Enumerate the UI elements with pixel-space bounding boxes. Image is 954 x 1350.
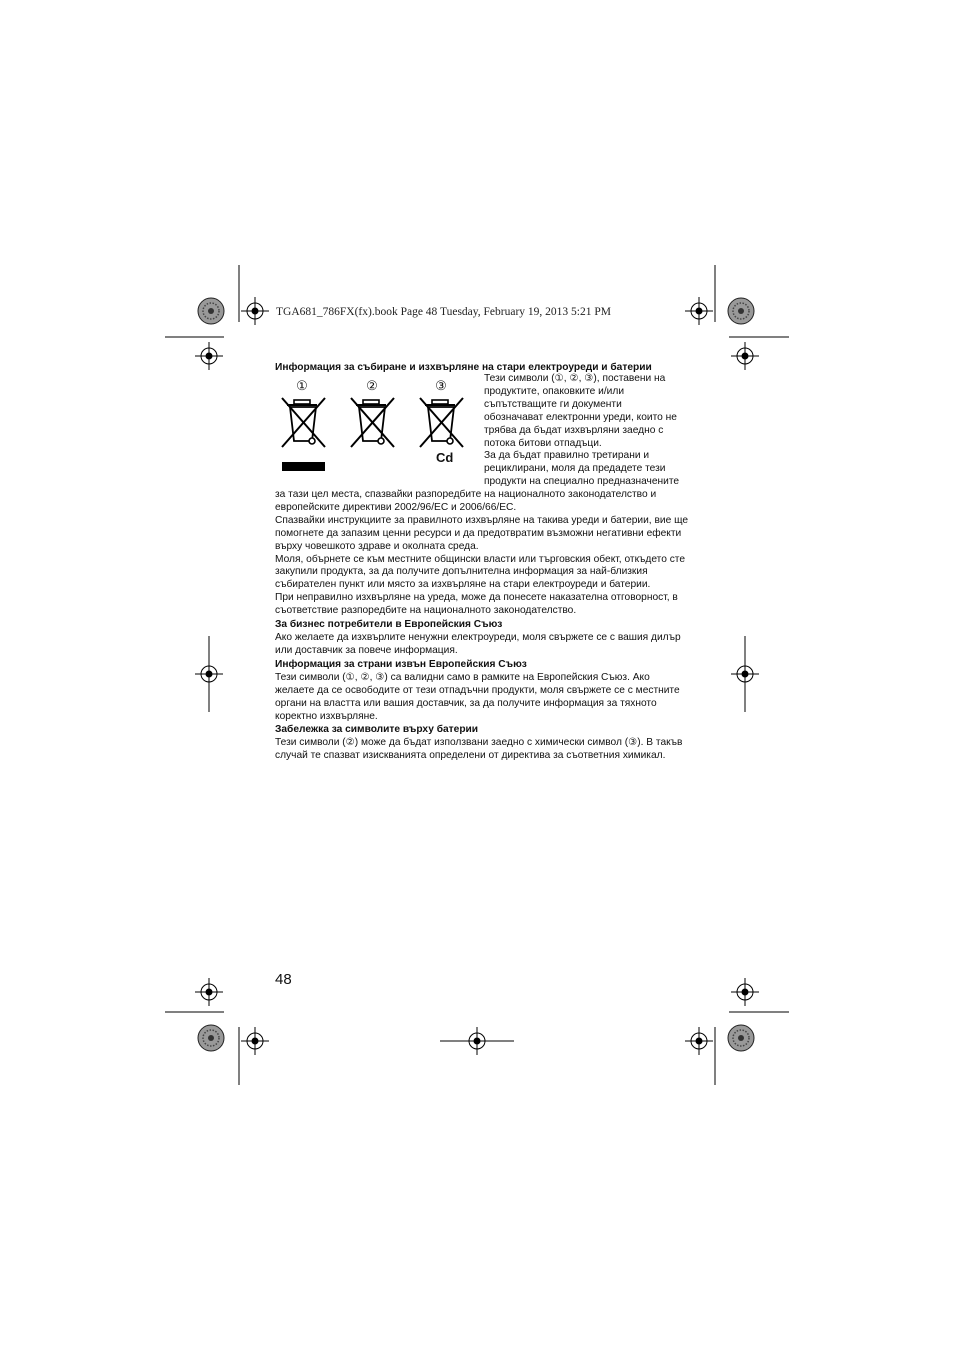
body-line: събирателен пункт или място за изхвърляне на стари електроуреди и батерии. xyxy=(275,579,651,591)
page-number: 48 xyxy=(275,971,292,988)
crossed-out-wheelie-bin-with-bar-icon xyxy=(277,397,331,473)
business-section xyxy=(275,619,685,658)
business-heading: За бизнес потребители в Европейския Съюз xyxy=(275,619,503,630)
side-line: За да бъдат правилно третирани и xyxy=(484,450,650,462)
outside-eu-heading: Информация за страни извън Европейския Съюз xyxy=(275,659,527,670)
body-line: случай те спазват изискванията определени от директива за съответния химикал. xyxy=(275,749,666,761)
side-line: рециклирани, моля да предадете тези xyxy=(484,463,666,475)
body-line: органи на властта или вашия доставчик, за да получите информация за тяхното xyxy=(275,697,657,709)
chemical-symbol-cd: Cd xyxy=(436,450,454,465)
body-line: Тези символи (②) може да бъдат използвани заедно с химически символ (③). В такъв xyxy=(275,736,683,748)
side-line: Тези символи (①, ②, ③), поставени на xyxy=(484,373,666,384)
body-line: коректно изхвърляне. xyxy=(275,710,378,722)
body-line: върху човешкото здраве и околната среда. xyxy=(275,540,479,552)
crossed-out-wheelie-bin-icon xyxy=(346,397,400,453)
body-line: Тези символи (①, ②, ③) са валидни само в рамките на Европейския Съюз. Ако xyxy=(275,671,650,683)
body-line: Моля, обърнете се към местните общински власти или търговския обект, откъдето сте xyxy=(275,553,686,565)
body-line: закупили продукта, за да получите допълнителна информация за най-близкия xyxy=(275,566,648,578)
section-title: Информация за събиране и изхвърляне на стари електроуреди и батерии xyxy=(275,362,652,373)
body-line: помогнете да запазим ценни ресурси и да предотвратим възможни негативни ефекти xyxy=(275,527,682,539)
outside-eu-section xyxy=(275,659,685,724)
body-line: При неправилно изхвърляне на уреда, може да понесете наказателна отговорност, в xyxy=(275,592,678,604)
body-line: за тази цел места, спазвайки разпоредбите на националното законодателство и xyxy=(275,489,657,500)
symbol-number-1: ① xyxy=(296,378,308,393)
side-line: съпътстващите ги документи xyxy=(484,398,622,410)
symbol-number-3: ③ xyxy=(435,378,447,393)
body-line: Ако желаете да изхвърлите ненужни електроуреди, моля свържете се с вашия дилър xyxy=(275,631,681,643)
body-line: Спазвайки инструкциите за правилното изхвърляне на такива уреди и батерии, вие ще xyxy=(275,514,688,526)
body-line: съответствие разпоредбите на националното законодателство. xyxy=(275,605,577,617)
side-line: обозначават електронни уреди, които не xyxy=(484,411,677,423)
body-line: желаете да се освободите от тези отпадъчни продукти, моля свържете се с местните xyxy=(275,684,680,696)
battery-note-section xyxy=(275,724,685,763)
symbol-number-2: ② xyxy=(366,378,378,393)
side-line: потока битови отпадъци. xyxy=(484,437,602,449)
body-line: европейските директиви 2002/96/ЕС и 2006/66/ЕС. xyxy=(275,501,517,513)
battery-note-heading: Забележка за символите върху батерии xyxy=(275,724,479,735)
side-paragraph xyxy=(484,373,684,489)
side-line: трябва да бъдат изхвърляни заедно с xyxy=(484,424,664,436)
side-line: продуктите, опаковките и/или xyxy=(484,385,625,397)
body-line: или доставчик за повече информация. xyxy=(275,644,458,656)
book-header-line: TGA681_786FX(fx).book Page 48 Tuesday, February 19, 2013 5:21 PM xyxy=(276,306,611,318)
side-line: продукти на специално предназначените xyxy=(484,476,680,488)
crossed-out-wheelie-bin-cd-icon xyxy=(415,397,469,453)
main-paragraphs xyxy=(275,489,688,618)
